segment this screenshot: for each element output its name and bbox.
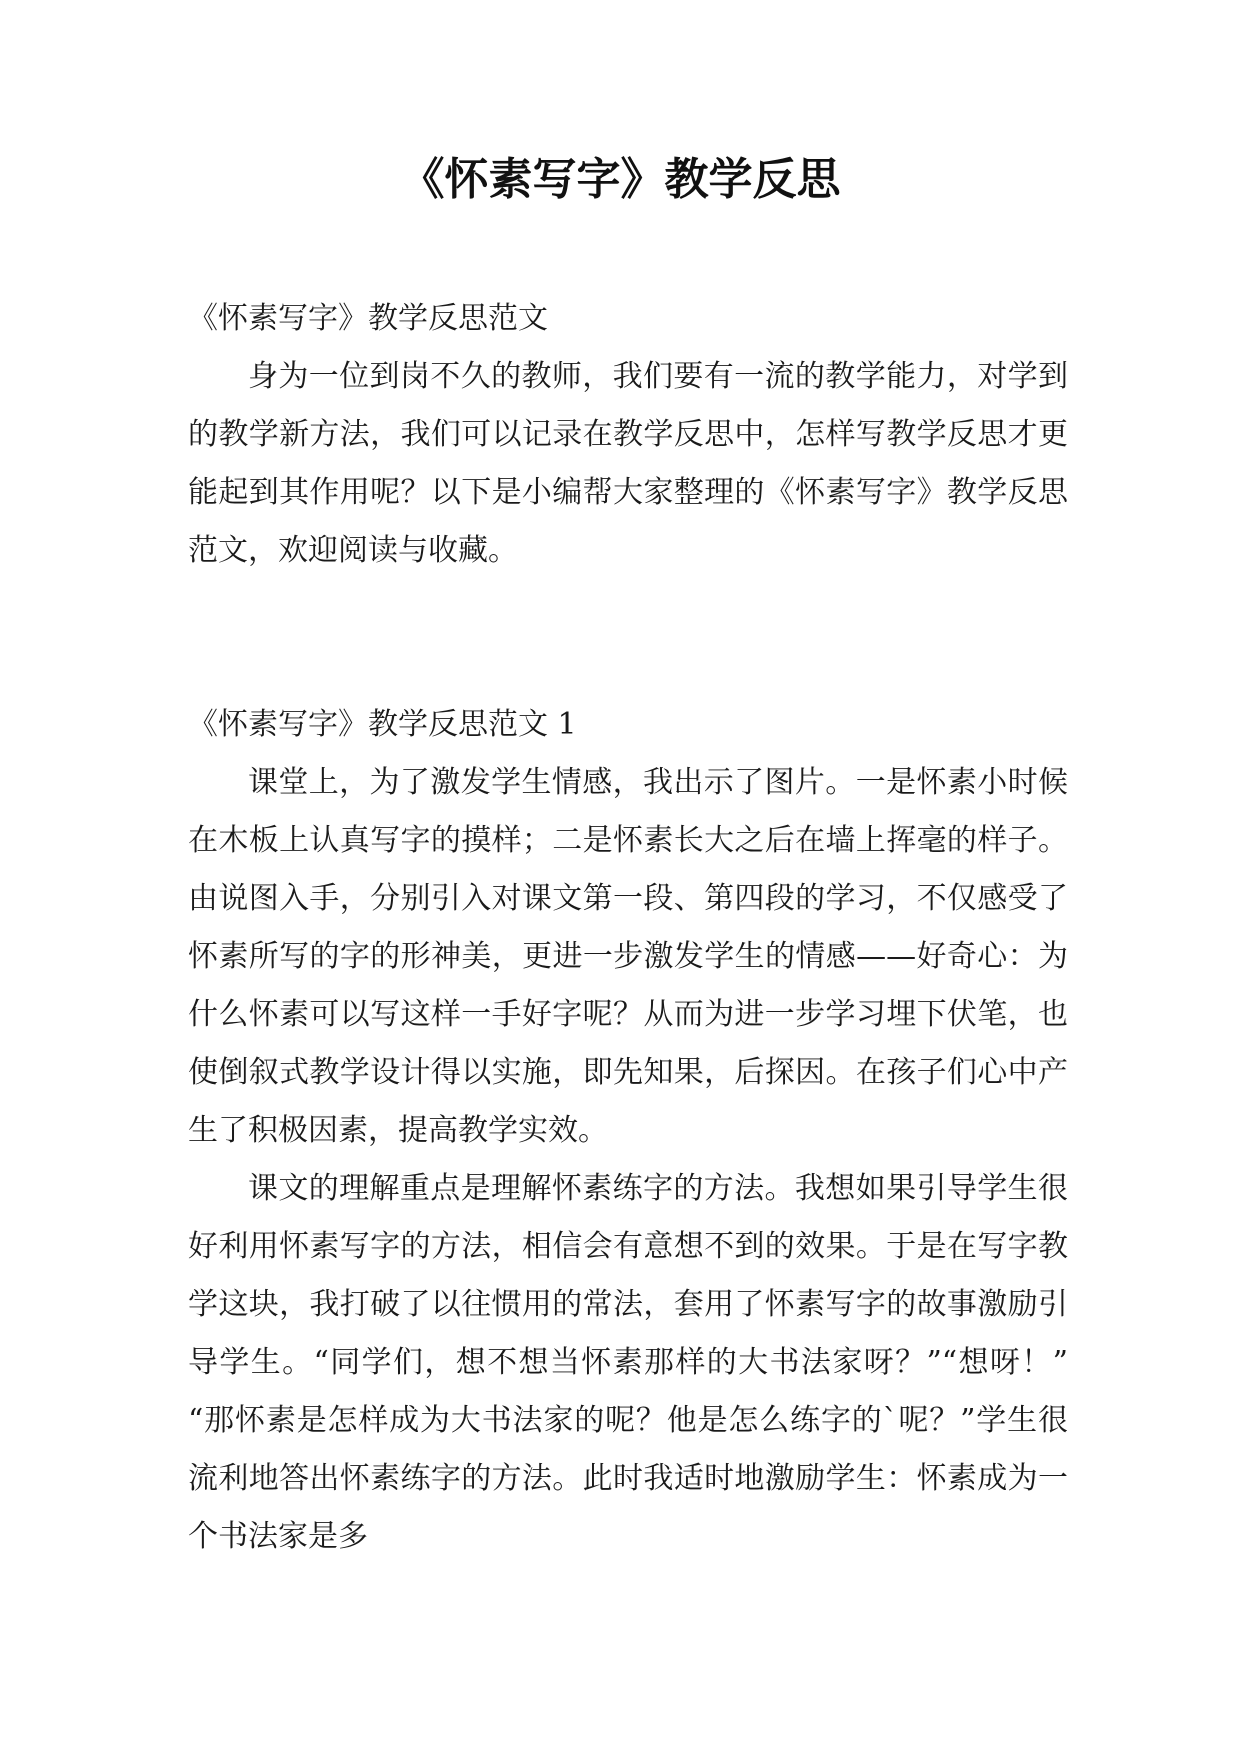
section1-paragraph-1: 课堂上，为了激发学生情感，我出示了图片。一是怀素小时候在木板上认真写字的摸样；二是怀素长大之后在墙上挥毫的样子。由说图入手，分别引入对课文第一段、第四段的学习，不仅感受了怀素所写的字的形神美，更进一步激发学生的情感——好奇心：为什么怀素可以写这样一手好字呢？从而为进一步学习埋下伏笔，也使倒叙式教学设计得以实施，即先知果，后探因。在孩子们心中产生了积极因素，提高教学实效。: [188, 765, 1068, 1148]
document-body: [188, 290, 1068, 1566]
document-title: 《怀素写字》教学反思: [400, 154, 841, 205]
section1-heading: 《怀素写字》教学反思范文 1: [188, 707, 577, 742]
intro-paragraph: 身为一位到岗不久的教师，我们要有一流的教学能力，对学到的教学新方法，我们可以记录在教学反思中，怎样写教学反思才更能起到其作用呢？以下是小编帮大家整理的《怀素写字》教学反思范文，欢迎阅读与收藏。: [188, 359, 1068, 568]
blank-line: [188, 580, 1068, 638]
section1-paragraph-2: 课文的理解重点是理解怀素练字的方法。我想如果引导学生很好利用怀素写字的方法，相信会有意想不到的效果。于是在写字教学这块，我打破了以往惯用的常法，套用了怀素写字的故事激励引导学生。“同学们，想不想当怀素那样的大书法家呀？”“想呀！” “那怀素是怎样成为大书法家的呢？他是怎么练字的`呢？”学生很流利地答出怀素练字的方法。此时我适时地激励学生：怀素成为一个书法家是多: [188, 1171, 1068, 1554]
intro-heading: 《怀素写字》教学反思范文: [188, 301, 548, 336]
blank-line: [188, 638, 1068, 696]
